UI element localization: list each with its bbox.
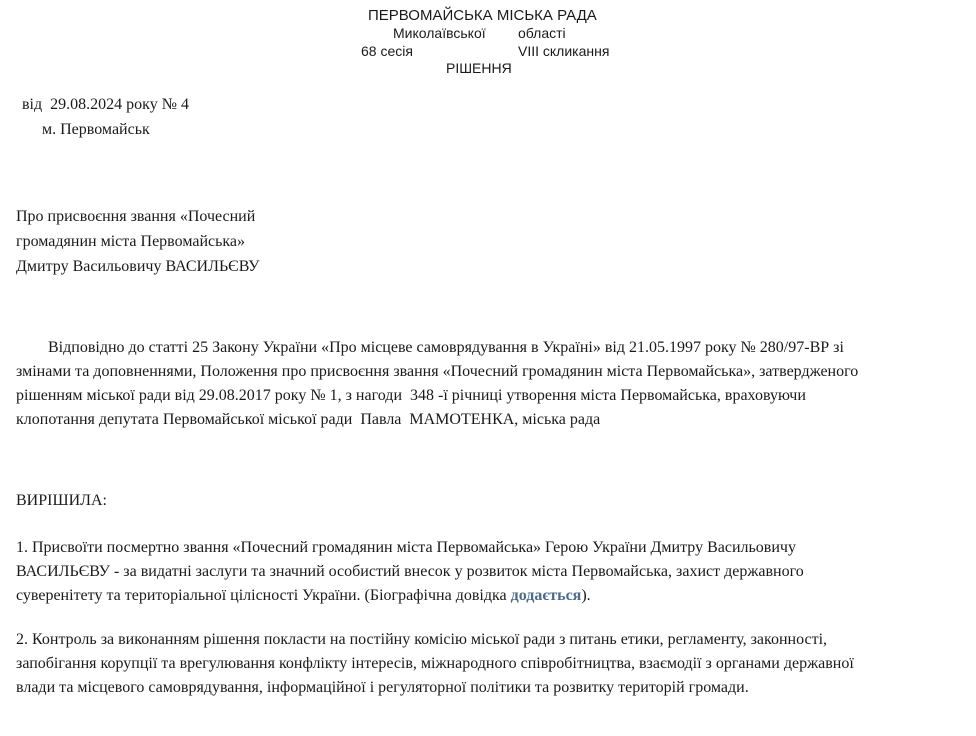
item1-text: суверенітету та територіальної цілісності України. (Біографічна довідка [16, 587, 511, 604]
decision-item-1 [16, 536, 946, 608]
decision-city: м. Первомайськ [42, 121, 150, 138]
subject-line: Дмитру Васильовичу ВАСИЛЬЄВУ [16, 258, 260, 275]
item2-line: влади та місцевого самоврядування, інформаційної і регуляторної політики та розвитку територій громади. [16, 679, 749, 696]
preamble-line: рішенням міської ради від 29.08.2017 року № 1, з нагоди 348 -ї річниці утворення міста Первомайська, враховуючи [16, 387, 806, 404]
session-number: 68 сесія [361, 43, 413, 59]
attachment-link[interactable]: додається [510, 587, 582, 604]
subject-line: громадянин міста Первомайська» [16, 233, 246, 250]
item2-line: 2. Контроль за виконанням рішення покласти на постійну комісію міської ради з питань етики, регламенту, законності, [16, 631, 828, 648]
item1-text-end: ). [581, 587, 591, 604]
preamble-line: Відповідно до статті 25 Закону України «Про місцеве самоврядування в Україні» від 21.05.1997 року № 280/97-ВР зі [16, 339, 844, 356]
preamble-line: клопотання депутата Первомайської міської ради Павла МАМОТЕНКА, міська рада [16, 411, 601, 428]
convocation: VIII скликання [518, 43, 610, 59]
item1-line [16, 584, 946, 608]
region-name: Миколаївської [393, 25, 486, 41]
decision-date: від 29.08.2024 року № 4 [22, 96, 189, 113]
region-word: області [518, 25, 566, 41]
item1-line: ВАСИЛЬЄВУ - за видатні заслуги та значний особистий внесок у розвиток міста Первомайська, захист державного [16, 563, 804, 580]
decision-subject [16, 204, 259, 279]
document-type: РІШЕННЯ [446, 60, 512, 76]
subject-line: Про присвоєння звання «Почесний [16, 208, 256, 225]
council-name: ПЕРВОМАЙСЬКА МІСЬКА РАДА [368, 7, 597, 24]
item2-line: запобігання корупції та врегулювання конфлікту інтересів, міжнародного співробітництва, взаємодії з органами державної [16, 655, 854, 672]
preamble-paragraph [16, 336, 946, 432]
preamble-line: змінами та доповненнями, Положення про присвоєння звання «Почесний громадянин міста Первомайська», затвердженого [16, 363, 859, 380]
decision-item-2 [16, 628, 946, 700]
resolved-label: ВИРІШИЛА: [16, 492, 107, 509]
item1-line: 1. Присвоїти посмертно звання «Почесний громадянин міста Первомайська» Герою України Дмитру Васильовичу [16, 539, 796, 556]
